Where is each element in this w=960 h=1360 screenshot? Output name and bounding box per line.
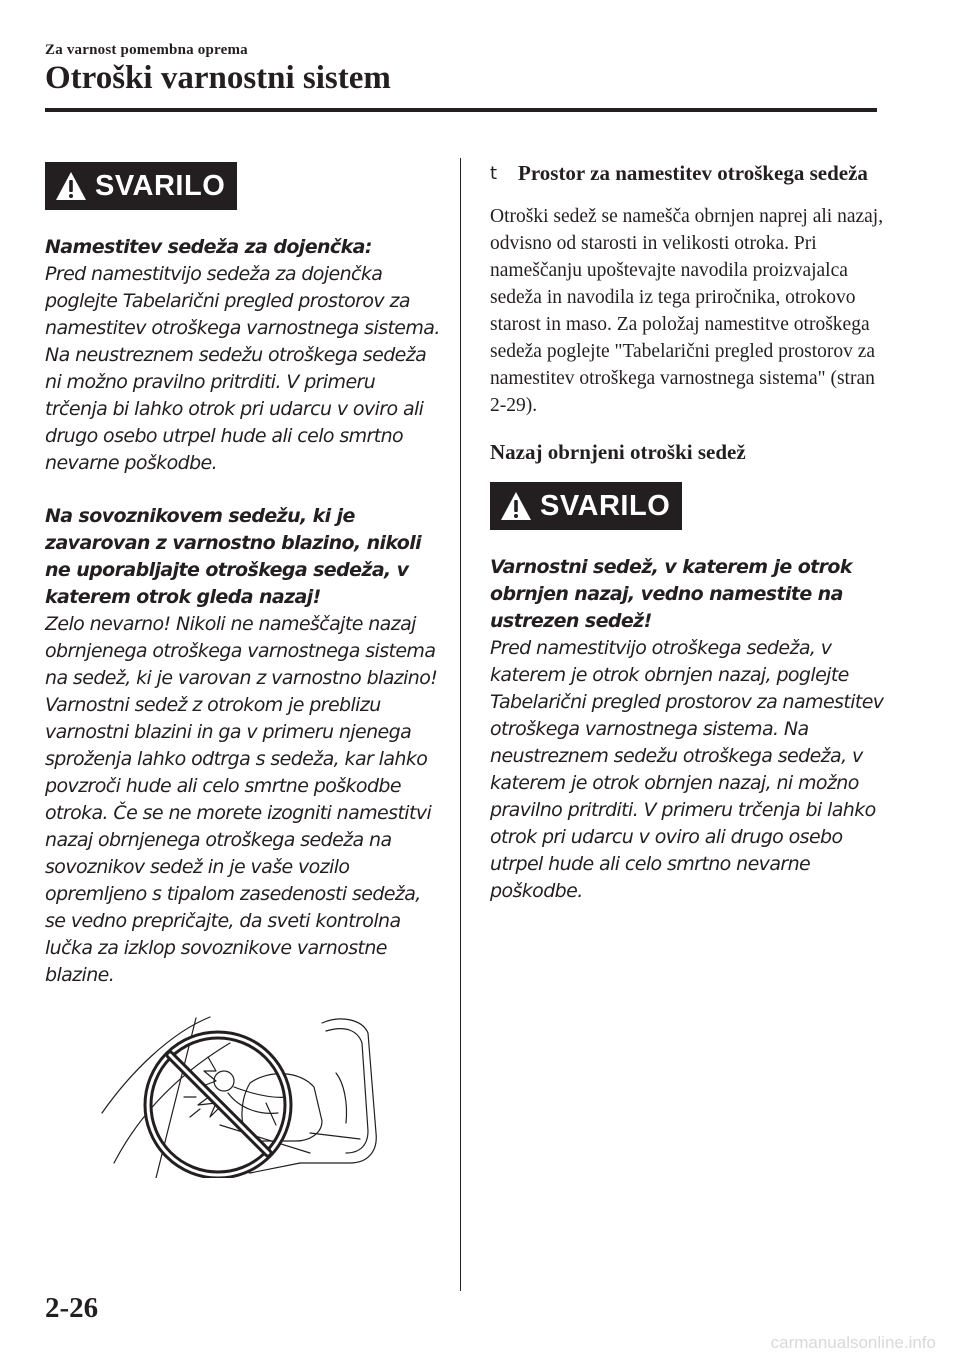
warning-block-rear-facing bbox=[490, 554, 890, 905]
warning-block-airbag bbox=[45, 503, 440, 989]
subsection-title: Prostor za namestitev otroškega sedeža bbox=[518, 161, 868, 185]
page-title: Otroški varnostni sistem bbox=[45, 60, 391, 96]
warning-triangle-icon bbox=[55, 171, 87, 201]
subsection-heading bbox=[490, 160, 890, 187]
warning-heading: Na sovoznikovem sedežu, ki je zavarovan z varnostno blazino, nikoli ne uporabljajte otroškega sedeža, v katerem otrok gleda nazaj! bbox=[45, 505, 422, 608]
bullet-marker: t bbox=[490, 163, 498, 184]
right-column bbox=[490, 160, 890, 905]
body-paragraph: Otroški sedež se namešča obrnjen naprej ali nazaj, odvisno od starosti in velikosti otroka. Pri nameščanju upoštevajte navodila proizvajalca sedeža in navodila iz tega priročnika, otrokovo starost in maso. Za položaj namestitve otroškega sedeža poglejte "Tabelarični pregled prostorov za namestitev otroškega varnostnega sistema" (stran 2-29). bbox=[490, 206, 884, 416]
warning-triangle-icon bbox=[500, 491, 532, 521]
warning-heading: Varnostni sedež, v katerem je otrok obrnjen nazaj, vedno namestite na ustrezen sedež! bbox=[490, 556, 852, 632]
warning-text: Pred namestitvijo otroškega sedeža, v katerem je otrok obrnjen nazaj, poglejte Tabelarični pregled prostorov za namestitev otroškega varnostnega sistema. Na neustreznem sedežu otroškega sedeža, v katerem je otrok obrnjen nazaj, ni možno pravilno pritrditi. V primeru trčenja bi lahko otrok pri udarcu v oviro ali drugo osebo utrpel hude ali celo smrtno nevarne poškodbe. bbox=[490, 637, 884, 902]
warning-banner bbox=[490, 482, 682, 530]
page-number: 2-26 bbox=[45, 1292, 99, 1324]
warning-text: Pred namestitvijo sedeža za dojenčka poglejte Tabelarični pregled prostorov za namestitev otroškega varnostnega sistema. Na neustreznem sedežu otroškega sedeža ni možno pravilno pritrditi. V primeru trčenja bi lahko otrok pri udarcu v oviro ali drugo osebo utrpel hude ali celo smrtno nevarne poškodbe. bbox=[45, 263, 440, 474]
section-label: Za varnost pomembna oprema bbox=[45, 42, 248, 58]
warning-label: SVARILO bbox=[540, 489, 671, 522]
warning-label: SVARILO bbox=[95, 169, 226, 202]
left-column bbox=[45, 160, 440, 989]
rear-facing-seat-airbag-illustration bbox=[100, 1013, 390, 1178]
title-rule bbox=[45, 108, 877, 112]
warning-heading: Namestitev sedeža za dojenčka: bbox=[45, 236, 372, 258]
column-divider bbox=[460, 158, 461, 1291]
rear-facing-heading: Nazaj obrnjeni otroški sedež bbox=[490, 440, 746, 464]
warning-banner bbox=[45, 162, 237, 210]
warning-text: Zelo nevarno! Nikoli ne nameščajte nazaj obrnjenega otroškega varnostnega sistema na sedež, ki je varovan z varnostno blazino! Varnostni sedež z otrokom je preblizu varnostni blazini in ga v primeru njenega sproženja lahko odtrga s sedeža, kar lahko povzroči hude ali celo smrtne poškodbe otroka. Če se ne morete izogniti namestitvi nazaj obrnjenega otroškega sedeža na sovoznikov sedež in je vaše vozilo opremljeno s tipalom zasedenosti sedeža, se vedno prepričajte, da sveti kontrolna lučka za izklop sovoznikove varnostne blazine. bbox=[45, 613, 438, 986]
watermark: carmanualsonline.info bbox=[770, 1333, 936, 1352]
warning-block-infant-seat bbox=[45, 234, 440, 477]
